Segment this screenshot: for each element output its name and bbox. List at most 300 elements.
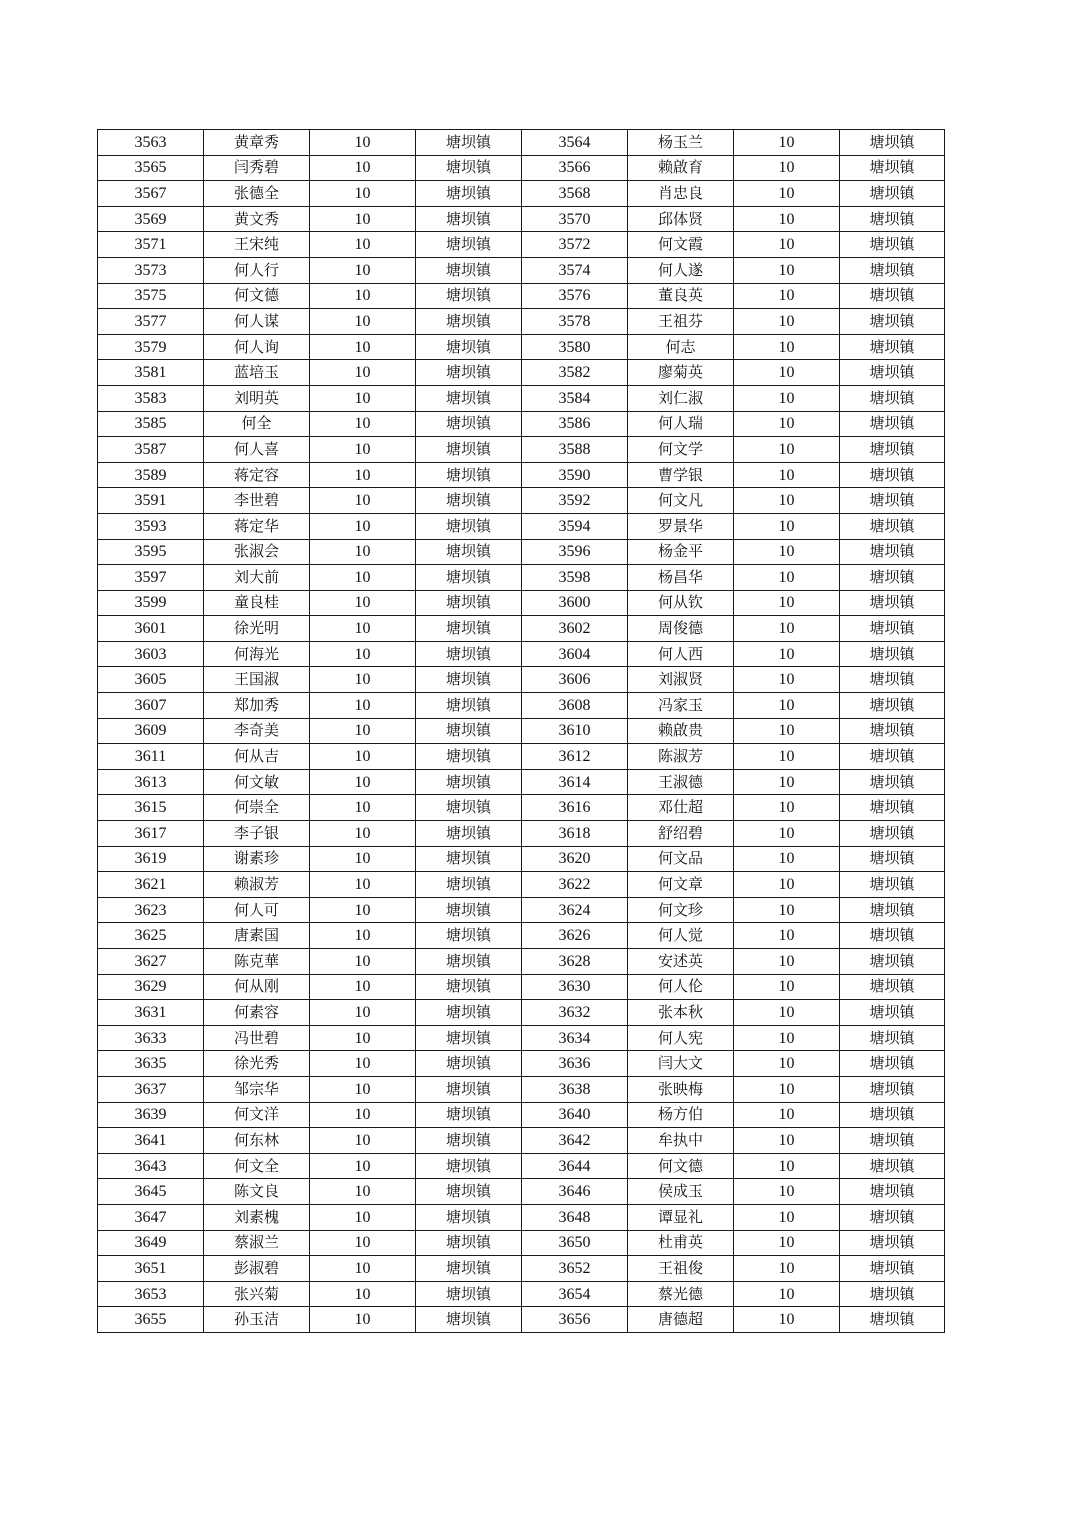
- person-name-cell: 彭淑碧: [204, 1256, 310, 1282]
- person-name-cell: 王淑德: [628, 769, 734, 795]
- town-cell: 塘坝镇: [840, 616, 945, 642]
- person-name-cell: 何文敏: [204, 769, 310, 795]
- amount-cell: 10: [734, 283, 840, 309]
- town-cell: 塘坝镇: [416, 437, 522, 463]
- record-number-cell: 3605: [98, 667, 204, 693]
- record-number-cell: 3590: [522, 462, 628, 488]
- amount-cell: 10: [734, 1051, 840, 1077]
- town-cell: 塘坝镇: [416, 1076, 522, 1102]
- person-name-cell: 何人西: [628, 641, 734, 667]
- record-number-cell: 3625: [98, 923, 204, 949]
- person-name-cell: 谢素珍: [204, 846, 310, 872]
- town-cell: 塘坝镇: [416, 155, 522, 181]
- person-name-cell: 邓仕超: [628, 795, 734, 821]
- person-name-cell: 王国淑: [204, 667, 310, 693]
- person-name-cell: 蓝培玉: [204, 360, 310, 386]
- town-cell: 塘坝镇: [416, 667, 522, 693]
- record-number-cell: 3653: [98, 1281, 204, 1307]
- record-number-cell: 3607: [98, 693, 204, 719]
- person-name-cell: 赖淑芳: [204, 872, 310, 898]
- town-cell: 塘坝镇: [416, 257, 522, 283]
- amount-cell: 10: [734, 897, 840, 923]
- amount-cell: 10: [310, 974, 416, 1000]
- town-cell: 塘坝镇: [840, 1076, 945, 1102]
- person-name-cell: 刘素槐: [204, 1204, 310, 1230]
- amount-cell: 10: [734, 232, 840, 258]
- amount-cell: 10: [734, 257, 840, 283]
- amount-cell: 10: [310, 949, 416, 975]
- person-name-cell: 张淑会: [204, 539, 310, 565]
- record-number-cell: 3617: [98, 821, 204, 847]
- person-name-cell: 刘淑贤: [628, 667, 734, 693]
- amount-cell: 10: [734, 795, 840, 821]
- record-number-cell: 3622: [522, 872, 628, 898]
- person-name-cell: 杨金平: [628, 539, 734, 565]
- person-name-cell: 何文学: [628, 437, 734, 463]
- record-number-cell: 3630: [522, 974, 628, 1000]
- table-row: [98, 641, 945, 667]
- town-cell: 塘坝镇: [416, 744, 522, 770]
- table-row: [98, 744, 945, 770]
- amount-cell: 10: [734, 667, 840, 693]
- town-cell: 塘坝镇: [840, 232, 945, 258]
- person-name-cell: 何文德: [204, 283, 310, 309]
- person-name-cell: 安述英: [628, 949, 734, 975]
- amount-cell: 10: [734, 1128, 840, 1154]
- record-number-cell: 3620: [522, 846, 628, 872]
- amount-cell: 10: [310, 1000, 416, 1026]
- amount-cell: 10: [310, 488, 416, 514]
- table-row: [98, 1102, 945, 1128]
- person-name-cell: 孙玉洁: [204, 1307, 310, 1333]
- record-number-cell: 3601: [98, 616, 204, 642]
- person-name-cell: 牟执中: [628, 1128, 734, 1154]
- amount-cell: 10: [310, 1281, 416, 1307]
- record-number-cell: 3598: [522, 565, 628, 591]
- person-name-cell: 徐光明: [204, 616, 310, 642]
- town-cell: 塘坝镇: [416, 1051, 522, 1077]
- person-name-cell: 谭显礼: [628, 1204, 734, 1230]
- record-number-cell: 3596: [522, 539, 628, 565]
- amount-cell: 10: [734, 769, 840, 795]
- town-cell: 塘坝镇: [840, 1025, 945, 1051]
- town-cell: 塘坝镇: [416, 411, 522, 437]
- amount-cell: 10: [734, 130, 840, 156]
- town-cell: 塘坝镇: [416, 488, 522, 514]
- record-number-cell: 3642: [522, 1128, 628, 1154]
- amount-cell: 10: [310, 872, 416, 898]
- town-cell: 塘坝镇: [416, 1153, 522, 1179]
- record-number-cell: 3650: [522, 1230, 628, 1256]
- amount-cell: 10: [734, 360, 840, 386]
- person-name-cell: 徐光秀: [204, 1051, 310, 1077]
- town-cell: 塘坝镇: [840, 949, 945, 975]
- table-row: [98, 411, 945, 437]
- amount-cell: 10: [734, 641, 840, 667]
- record-number-cell: 3610: [522, 718, 628, 744]
- record-number-cell: 3577: [98, 309, 204, 335]
- amount-cell: 10: [310, 283, 416, 309]
- table-row: [98, 718, 945, 744]
- amount-cell: 10: [734, 693, 840, 719]
- town-cell: 塘坝镇: [416, 590, 522, 616]
- amount-cell: 10: [310, 1204, 416, 1230]
- person-name-cell: 何人行: [204, 257, 310, 283]
- record-number-cell: 3649: [98, 1230, 204, 1256]
- person-name-cell: 何人询: [204, 334, 310, 360]
- amount-cell: 10: [734, 1256, 840, 1282]
- amount-cell: 10: [734, 1000, 840, 1026]
- person-name-cell: 陈文良: [204, 1179, 310, 1205]
- town-cell: 塘坝镇: [840, 590, 945, 616]
- amount-cell: 10: [310, 795, 416, 821]
- amount-cell: 10: [310, 667, 416, 693]
- record-number-cell: 3571: [98, 232, 204, 258]
- person-name-cell: 郑加秀: [204, 693, 310, 719]
- person-name-cell: 罗景华: [628, 513, 734, 539]
- amount-cell: 10: [310, 539, 416, 565]
- town-cell: 塘坝镇: [416, 974, 522, 1000]
- record-number-cell: 3654: [522, 1281, 628, 1307]
- table-row: [98, 590, 945, 616]
- record-number-cell: 3587: [98, 437, 204, 463]
- record-number-cell: 3656: [522, 1307, 628, 1333]
- record-number-cell: 3635: [98, 1051, 204, 1077]
- table-row: [98, 206, 945, 232]
- person-name-cell: 何东林: [204, 1128, 310, 1154]
- town-cell: 塘坝镇: [840, 181, 945, 207]
- amount-cell: 10: [310, 257, 416, 283]
- amount-cell: 10: [310, 1307, 416, 1333]
- town-cell: 塘坝镇: [416, 181, 522, 207]
- table-row: [98, 257, 945, 283]
- person-name-cell: 何文凡: [628, 488, 734, 514]
- table-row: [98, 974, 945, 1000]
- record-number-cell: 3609: [98, 718, 204, 744]
- amount-cell: 10: [310, 360, 416, 386]
- record-number-cell: 3616: [522, 795, 628, 821]
- amount-cell: 10: [734, 488, 840, 514]
- table-row: [98, 1307, 945, 1333]
- roster-table: [97, 129, 945, 1333]
- person-name-cell: 何素容: [204, 1000, 310, 1026]
- table-row: [98, 1051, 945, 1077]
- amount-cell: 10: [734, 1179, 840, 1205]
- town-cell: 塘坝镇: [840, 1128, 945, 1154]
- record-number-cell: 3578: [522, 309, 628, 335]
- person-name-cell: 蒋定容: [204, 462, 310, 488]
- town-cell: 塘坝镇: [416, 718, 522, 744]
- town-cell: 塘坝镇: [416, 1025, 522, 1051]
- person-name-cell: 何文品: [628, 846, 734, 872]
- person-name-cell: 冯世碧: [204, 1025, 310, 1051]
- person-name-cell: 刘大前: [204, 565, 310, 591]
- town-cell: 塘坝镇: [416, 846, 522, 872]
- person-name-cell: 何文霞: [628, 232, 734, 258]
- record-number-cell: 3636: [522, 1051, 628, 1077]
- amount-cell: 10: [310, 1051, 416, 1077]
- record-number-cell: 3575: [98, 283, 204, 309]
- record-number-cell: 3606: [522, 667, 628, 693]
- town-cell: 塘坝镇: [840, 539, 945, 565]
- record-number-cell: 3591: [98, 488, 204, 514]
- person-name-cell: 冯家玉: [628, 693, 734, 719]
- amount-cell: 10: [734, 155, 840, 181]
- table-row: [98, 872, 945, 898]
- town-cell: 塘坝镇: [416, 897, 522, 923]
- amount-cell: 10: [734, 206, 840, 232]
- record-number-cell: 3641: [98, 1128, 204, 1154]
- town-cell: 塘坝镇: [416, 1256, 522, 1282]
- table-row: [98, 1281, 945, 1307]
- person-name-cell: 何人可: [204, 897, 310, 923]
- record-number-cell: 3563: [98, 130, 204, 156]
- table-row: [98, 1000, 945, 1026]
- amount-cell: 10: [310, 232, 416, 258]
- town-cell: 塘坝镇: [840, 1307, 945, 1333]
- amount-cell: 10: [310, 309, 416, 335]
- person-name-cell: 张德全: [204, 181, 310, 207]
- town-cell: 塘坝镇: [416, 309, 522, 335]
- table-row: [98, 1128, 945, 1154]
- amount-cell: 10: [310, 718, 416, 744]
- town-cell: 塘坝镇: [840, 1102, 945, 1128]
- person-name-cell: 邹宗华: [204, 1076, 310, 1102]
- record-number-cell: 3614: [522, 769, 628, 795]
- person-name-cell: 黄章秀: [204, 130, 310, 156]
- record-number-cell: 3637: [98, 1076, 204, 1102]
- table-row: [98, 667, 945, 693]
- amount-cell: 10: [310, 565, 416, 591]
- amount-cell: 10: [734, 1204, 840, 1230]
- amount-cell: 10: [734, 1281, 840, 1307]
- record-number-cell: 3626: [522, 923, 628, 949]
- amount-cell: 10: [734, 1230, 840, 1256]
- person-name-cell: 杨玉兰: [628, 130, 734, 156]
- record-number-cell: 3568: [522, 181, 628, 207]
- amount-cell: 10: [734, 821, 840, 847]
- person-name-cell: 何文洋: [204, 1102, 310, 1128]
- record-number-cell: 3576: [522, 283, 628, 309]
- amount-cell: 10: [734, 846, 840, 872]
- amount-cell: 10: [734, 309, 840, 335]
- amount-cell: 10: [310, 1076, 416, 1102]
- record-number-cell: 3574: [522, 257, 628, 283]
- person-name-cell: 何人谋: [204, 309, 310, 335]
- town-cell: 塘坝镇: [416, 641, 522, 667]
- table-row: [98, 1179, 945, 1205]
- town-cell: 塘坝镇: [416, 693, 522, 719]
- record-number-cell: 3567: [98, 181, 204, 207]
- record-number-cell: 3564: [522, 130, 628, 156]
- amount-cell: 10: [734, 590, 840, 616]
- amount-cell: 10: [734, 616, 840, 642]
- table-row: [98, 385, 945, 411]
- record-number-cell: 3589: [98, 462, 204, 488]
- amount-cell: 10: [310, 1153, 416, 1179]
- table-row: [98, 539, 945, 565]
- amount-cell: 10: [310, 821, 416, 847]
- record-number-cell: 3651: [98, 1256, 204, 1282]
- record-number-cell: 3631: [98, 1000, 204, 1026]
- person-name-cell: 童良桂: [204, 590, 310, 616]
- town-cell: 塘坝镇: [840, 897, 945, 923]
- amount-cell: 10: [734, 923, 840, 949]
- amount-cell: 10: [310, 693, 416, 719]
- person-name-cell: 闫大文: [628, 1051, 734, 1077]
- person-name-cell: 杜甫英: [628, 1230, 734, 1256]
- town-cell: 塘坝镇: [416, 923, 522, 949]
- town-cell: 塘坝镇: [416, 795, 522, 821]
- person-name-cell: 邱体贤: [628, 206, 734, 232]
- record-number-cell: 3646: [522, 1179, 628, 1205]
- record-number-cell: 3644: [522, 1153, 628, 1179]
- person-name-cell: 王祖芬: [628, 309, 734, 335]
- record-number-cell: 3569: [98, 206, 204, 232]
- town-cell: 塘坝镇: [416, 1204, 522, 1230]
- town-cell: 塘坝镇: [840, 1051, 945, 1077]
- town-cell: 塘坝镇: [416, 513, 522, 539]
- amount-cell: 10: [734, 718, 840, 744]
- town-cell: 塘坝镇: [840, 769, 945, 795]
- town-cell: 塘坝镇: [840, 1153, 945, 1179]
- town-cell: 塘坝镇: [840, 513, 945, 539]
- record-number-cell: 3573: [98, 257, 204, 283]
- record-number-cell: 3603: [98, 641, 204, 667]
- person-name-cell: 何文章: [628, 872, 734, 898]
- town-cell: 塘坝镇: [840, 488, 945, 514]
- person-name-cell: 陈淑芳: [628, 744, 734, 770]
- record-number-cell: 3566: [522, 155, 628, 181]
- town-cell: 塘坝镇: [840, 437, 945, 463]
- amount-cell: 10: [310, 744, 416, 770]
- town-cell: 塘坝镇: [840, 1230, 945, 1256]
- person-name-cell: 赖啟贵: [628, 718, 734, 744]
- record-number-cell: 3613: [98, 769, 204, 795]
- table-row: [98, 1204, 945, 1230]
- person-name-cell: 肖忠良: [628, 181, 734, 207]
- table-row: [98, 565, 945, 591]
- person-name-cell: 李子银: [204, 821, 310, 847]
- person-name-cell: 蒋定华: [204, 513, 310, 539]
- amount-cell: 10: [734, 872, 840, 898]
- town-cell: 塘坝镇: [416, 1281, 522, 1307]
- amount-cell: 10: [310, 206, 416, 232]
- person-name-cell: 舒绍碧: [628, 821, 734, 847]
- person-name-cell: 杨方伯: [628, 1102, 734, 1128]
- record-number-cell: 3597: [98, 565, 204, 591]
- town-cell: 塘坝镇: [840, 130, 945, 156]
- town-cell: 塘坝镇: [840, 1179, 945, 1205]
- amount-cell: 10: [310, 130, 416, 156]
- town-cell: 塘坝镇: [840, 974, 945, 1000]
- amount-cell: 10: [310, 923, 416, 949]
- record-number-cell: 3632: [522, 1000, 628, 1026]
- person-name-cell: 黄文秀: [204, 206, 310, 232]
- town-cell: 塘坝镇: [416, 616, 522, 642]
- amount-cell: 10: [310, 769, 416, 795]
- record-number-cell: 3592: [522, 488, 628, 514]
- table-row: [98, 923, 945, 949]
- record-number-cell: 3594: [522, 513, 628, 539]
- amount-cell: 10: [310, 1179, 416, 1205]
- town-cell: 塘坝镇: [840, 795, 945, 821]
- town-cell: 塘坝镇: [416, 565, 522, 591]
- amount-cell: 10: [310, 155, 416, 181]
- table-row: [98, 155, 945, 181]
- amount-cell: 10: [310, 846, 416, 872]
- town-cell: 塘坝镇: [840, 283, 945, 309]
- amount-cell: 10: [734, 744, 840, 770]
- record-number-cell: 3572: [522, 232, 628, 258]
- record-number-cell: 3633: [98, 1025, 204, 1051]
- person-name-cell: 廖菊英: [628, 360, 734, 386]
- person-name-cell: 曹学银: [628, 462, 734, 488]
- town-cell: 塘坝镇: [840, 385, 945, 411]
- record-number-cell: 3628: [522, 949, 628, 975]
- table-row: [98, 360, 945, 386]
- person-name-cell: 李世碧: [204, 488, 310, 514]
- amount-cell: 10: [734, 949, 840, 975]
- town-cell: 塘坝镇: [840, 334, 945, 360]
- amount-cell: 10: [310, 1025, 416, 1051]
- town-cell: 塘坝镇: [840, 667, 945, 693]
- amount-cell: 10: [310, 437, 416, 463]
- record-number-cell: 3621: [98, 872, 204, 898]
- record-number-cell: 3593: [98, 513, 204, 539]
- person-name-cell: 何文珍: [628, 897, 734, 923]
- person-name-cell: 侯成玉: [628, 1179, 734, 1205]
- town-cell: 塘坝镇: [416, 385, 522, 411]
- person-name-cell: 李奇美: [204, 718, 310, 744]
- amount-cell: 10: [310, 897, 416, 923]
- person-name-cell: 陈克華: [204, 949, 310, 975]
- person-name-cell: 赖啟育: [628, 155, 734, 181]
- table-row: [98, 897, 945, 923]
- person-name-cell: 何人觉: [628, 923, 734, 949]
- town-cell: 塘坝镇: [416, 821, 522, 847]
- town-cell: 塘坝镇: [840, 744, 945, 770]
- roster-body: [98, 130, 945, 1333]
- record-number-cell: 3624: [522, 897, 628, 923]
- record-number-cell: 3580: [522, 334, 628, 360]
- record-number-cell: 3615: [98, 795, 204, 821]
- person-name-cell: 唐德超: [628, 1307, 734, 1333]
- town-cell: 塘坝镇: [840, 923, 945, 949]
- person-name-cell: 何崇全: [204, 795, 310, 821]
- table-row: [98, 693, 945, 719]
- record-number-cell: 3611: [98, 744, 204, 770]
- amount-cell: 10: [734, 334, 840, 360]
- record-number-cell: 3629: [98, 974, 204, 1000]
- amount-cell: 10: [310, 1102, 416, 1128]
- record-number-cell: 3585: [98, 411, 204, 437]
- record-number-cell: 3619: [98, 846, 204, 872]
- person-name-cell: 蔡光德: [628, 1281, 734, 1307]
- amount-cell: 10: [734, 565, 840, 591]
- amount-cell: 10: [310, 181, 416, 207]
- table-row: [98, 283, 945, 309]
- amount-cell: 10: [310, 616, 416, 642]
- record-number-cell: 3586: [522, 411, 628, 437]
- amount-cell: 10: [734, 513, 840, 539]
- record-number-cell: 3570: [522, 206, 628, 232]
- town-cell: 塘坝镇: [416, 232, 522, 258]
- person-name-cell: 张映梅: [628, 1076, 734, 1102]
- person-name-cell: 何文德: [628, 1153, 734, 1179]
- record-number-cell: 3640: [522, 1102, 628, 1128]
- person-name-cell: 闫秀碧: [204, 155, 310, 181]
